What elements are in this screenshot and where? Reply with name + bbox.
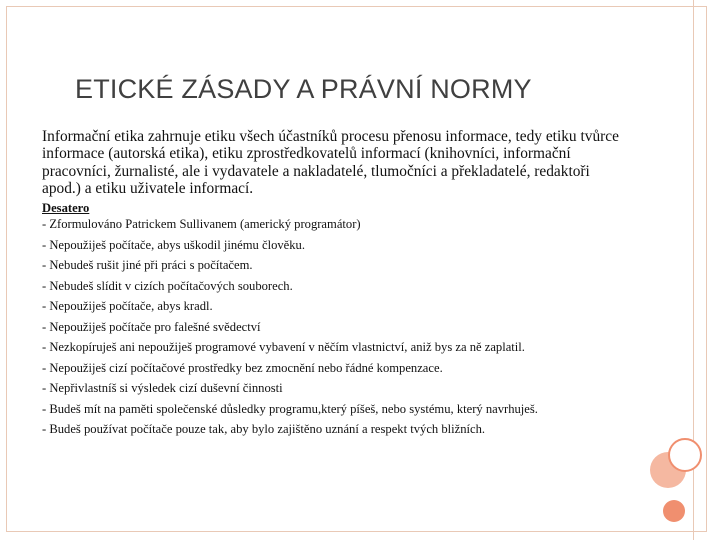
- list-item: - Nepřivlastníš si výsledek cizí duševní činnosti: [42, 381, 283, 395]
- decorative-circle-outline: [668, 438, 702, 472]
- list-item: - Budeš používat počítače pouze tak, aby bylo zajištěno uznání a respekt tvých bližních.: [42, 422, 486, 436]
- list-item: - Nepoužiješ cizí počítačové prostředky bez zmocnění nebo řádné kompenzace.: [42, 360, 443, 375]
- list-item: - Nepoužiješ počítače, abys kradl.: [42, 299, 213, 313]
- list-item: - Zformulováno Patrickem Sullivanem (americký programátor): [42, 217, 361, 231]
- decorative-circle-small: [663, 500, 685, 522]
- list-item: - Nepoužiješ počítače, abys uškodil jinému člověku.: [42, 237, 305, 252]
- decalogue-heading: Desatero: [42, 201, 90, 215]
- list-item: - Nebudeš slídit v cizích počítačových souborech.: [42, 278, 293, 293]
- page-title: ETICKÉ ZÁSADY A PRÁVNÍ NORMY: [75, 74, 532, 104]
- intro-paragraph: Informační etika zahrnuje etiku všech účastníků procesu přenosu informace, tedy etiku tvůrce informace (autorská etika), etiku zprostředkovatelů informací (knihovníci, informační pracovníci, žurnalisté, ale i vydavatele a nakladatelé, tlumočníci a překladatelé, redaktoři apod.) a etiku uživatele informací.: [42, 128, 619, 197]
- list-item: - Nebudeš rušit jiné při práci s počítačem.: [42, 258, 253, 272]
- list-item: - Nezkopíruješ ani nepoužiješ programové vybavení v něčím vlastnictví, aniž bys za ně zaplatil.: [42, 340, 525, 354]
- list-item: - Nepoužiješ počítače pro falešné svědectví: [42, 319, 261, 334]
- list-item: - Budeš mít na paměti společenské důsledky programu,který píšeš, nebo systému, který navrhuješ.: [42, 401, 538, 416]
- decalogue-section: [42, 200, 627, 443]
